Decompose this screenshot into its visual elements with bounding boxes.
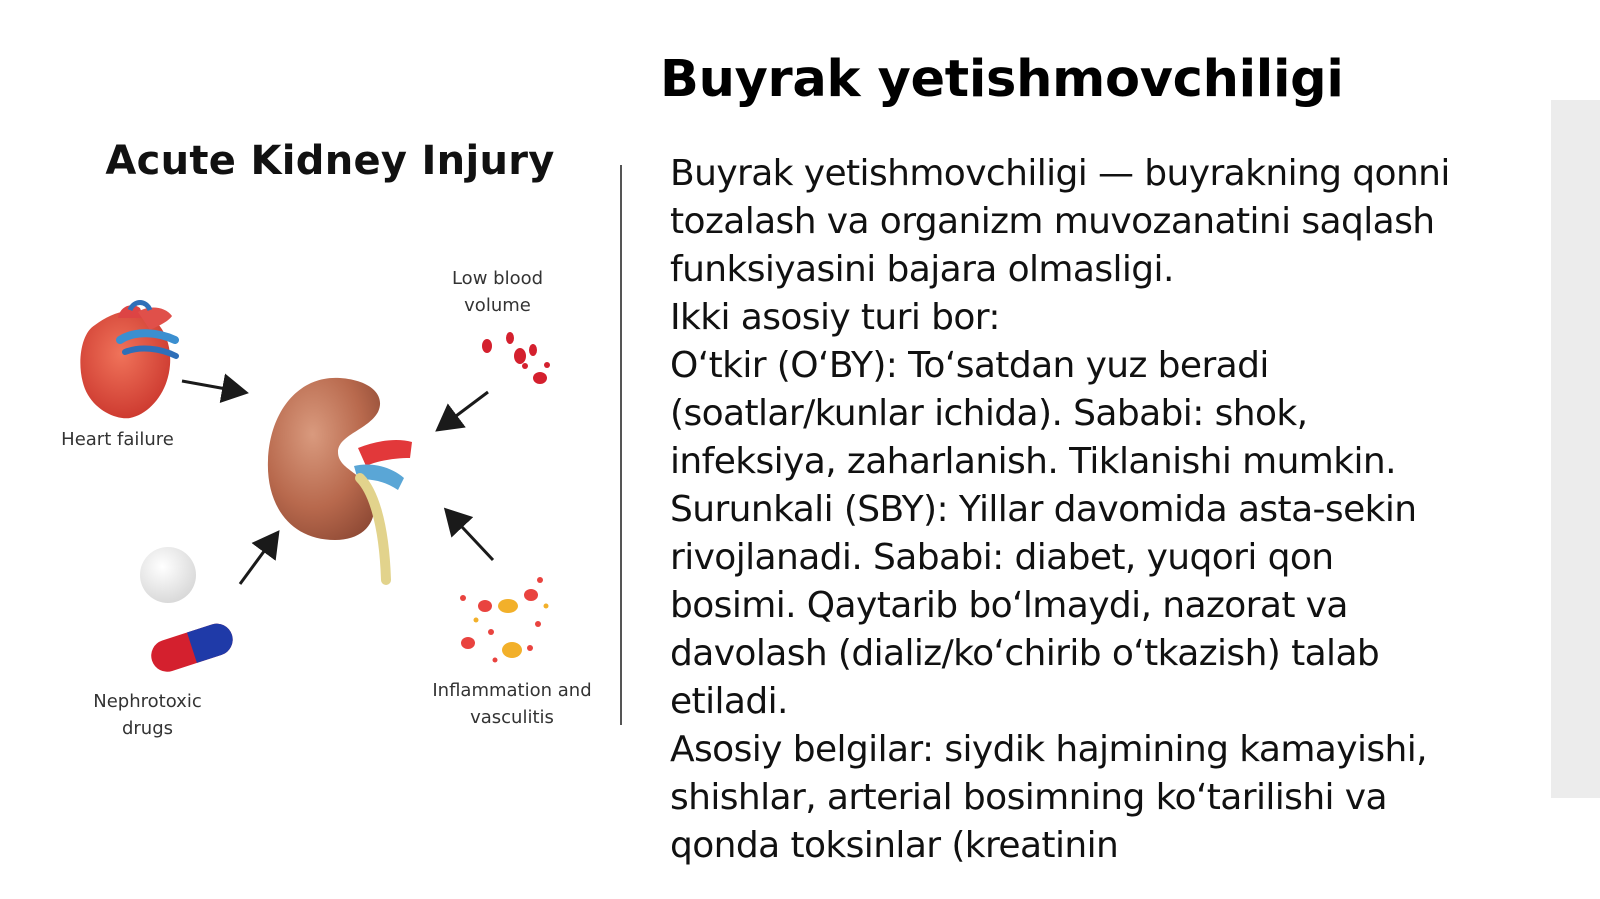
illustration-title: Acute Kidney Injury [105, 138, 555, 184]
inflammation-dots-icon [460, 577, 549, 663]
paragraph-acute: O‘tkir (O‘BY): To‘satdan yuz beradi (soatlar/kunlar ichida). Sababi: shok, infeksiya, zaharlanish. Tiklanishi mumkin. [670, 345, 1396, 482]
label-low-blood-volume: Low blood volume [451, 268, 544, 316]
kidney-icon [268, 378, 412, 580]
divider [620, 165, 622, 725]
paragraph-chronic: Surunkali (SBY): Yillar davomida asta-sekin rivojlanadi. Sababi: diabet, yuqori qon bosimi. Qaytarib bo‘lmaydi, nazorat va davolash (dializ/ko‘chirib o‘tkazish) talab etiladi. [670, 489, 1417, 722]
label-inflammation: Inflammation and vasculitis [432, 680, 592, 728]
label-nephrotoxic-drugs: Nephrotoxic drugs [93, 691, 202, 739]
heart-icon [80, 303, 176, 419]
side-panel [1551, 100, 1600, 798]
pill-icon [147, 619, 237, 675]
paragraph-types-intro: Ikki asosiy turi bor: [670, 297, 1000, 338]
slide-body [670, 150, 1470, 870]
label-heart-failure: Heart failure [61, 429, 174, 450]
tablet-icon [140, 547, 196, 603]
blood-drops-icon [482, 332, 550, 384]
paragraph-definition: Buyrak yetishmovchiligi — buyrakning qonni tozalash va organizm muvozanatini saqlash funksiyasini bajara olmasligi. [670, 153, 1450, 290]
paragraph-symptoms: Asosiy belgilar: siydik hajmining kamayishi, shishlar, arterial bosimning ko‘tarilishi va qonda toksinlar (kreatinin [670, 729, 1427, 866]
slide-title: Buyrak yetishmovchiligi [660, 50, 1344, 109]
